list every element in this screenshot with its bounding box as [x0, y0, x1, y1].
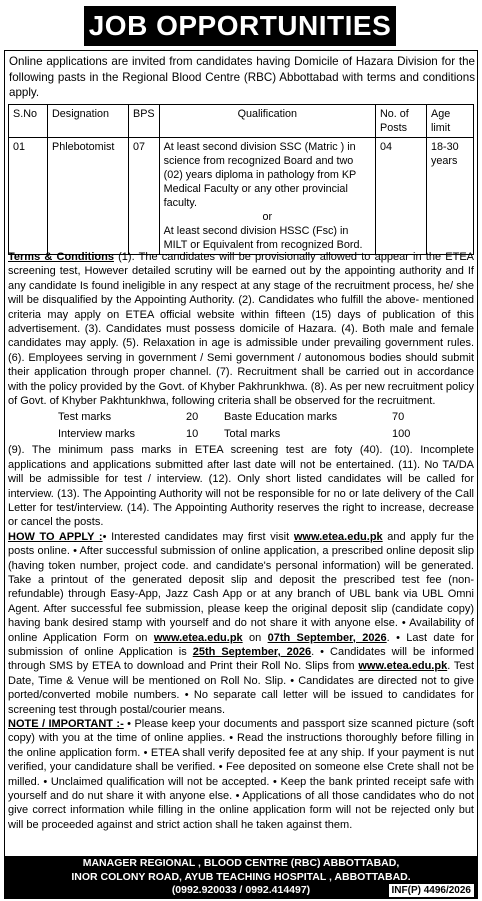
footer-phone: (0992.920033 / 0992.414497) — [171, 884, 311, 896]
footer-line: MANAGER REGIONAL , BLOOD CENTRE (RBC) ABBOTTABAD, — [82, 857, 400, 869]
table-row — [9, 138, 474, 255]
header-posts: No. of Posts — [376, 105, 427, 138]
note-text: • Please keep your documents and passport size scanned picture (soft copy) with you at the time of online applies. • Read the instructions thoroughly before filling in the online application form. • ETEA shall verify deposited fee at any ship. If your payment is nut verified, your candidature shall be verified. • Fee deposited on someone else Crete shall not be milled. • Unclaimed qualification will not be accepted. • Keep the bank printed receipt safe with yourself and do nut share it with anyone else. • Applications of all those candidates who do not give correct information while filling in the online application form will not be rejected only but will be proceeded against and strict action shall he taken against them. — [8, 718, 474, 831]
cell-qualification — [159, 138, 375, 255]
etea-website-link[interactable]: www.etea.edu.pk — [153, 631, 243, 644]
page-title: JOB OPPORTUNITIES — [84, 6, 396, 46]
marks-label: Baste Education marks — [224, 411, 338, 424]
terms-section — [8, 250, 474, 832]
marks-table — [56, 408, 418, 443]
note-paragraph — [8, 717, 474, 832]
marks-value: 70 — [392, 411, 405, 424]
table-header-row — [9, 105, 474, 138]
header-designation: Designation — [48, 105, 129, 138]
note-label: NOTE / IMPORTANT :- — [8, 718, 124, 730]
availability-date: 07th September, 2026 — [267, 631, 387, 644]
intro-text: Online applications are invited from candidates having Domicile of Hazara Division for the following pasts in the Regional Blood Centre (RBC) Abbottabad with terms and conditions apply. — [9, 55, 475, 99]
qualification-or: or — [262, 211, 273, 223]
reference-number: INF(P) 4496/2026 — [389, 884, 475, 898]
terms-label: Terms & Conditions — [8, 251, 114, 263]
header-qualification: Qualification — [159, 105, 375, 138]
footer-contact — [4, 856, 478, 899]
how-to-apply-text: . Test Date, Time & Venue will be mentioned on Roll No. Slip. • Candidates are directed not to give ported/converted mobile numbers. • No separate call letter will be issued to candidates for screening test through postal/courier means. — [8, 660, 474, 716]
etea-website-link[interactable]: www.etea.edu.pk — [293, 530, 383, 543]
marks-row — [58, 410, 416, 424]
header-age: Age limit — [427, 105, 474, 138]
how-to-apply-text: . • Candidates will be informed through SMS by ETEA to download and Print their Roll No. Slips from — [8, 645, 474, 673]
cell-age: 18-30 years — [427, 138, 474, 255]
marks-value: 20 — [186, 411, 199, 424]
cell-posts: 04 — [376, 138, 427, 255]
header-sno: S.No — [9, 105, 48, 138]
jobs-table — [8, 104, 474, 255]
terms-paragraph — [8, 250, 474, 408]
how-to-apply-text: . • Last date for submission of online Application is — [8, 631, 474, 658]
etea-website-link[interactable]: www.etea.edu.pk — [358, 660, 448, 673]
terms-continued: (9). The minimum pass marks in ETEA screening test are foty (40). (10). Incomplete applications and applications submitted after last date will not be entertained. (11). No TA/DA will be admissible for test / interview. (12). Only short listed candidates will be called for interview. (13). The Appointing Authority will not be responsible for no or late delivery of the Call Letter for test/interview. (14). The Appointing Authority reserves the right to increase, decrease or cancel the posts. — [8, 444, 474, 529]
how-to-apply-text: • Interested candidates may first visit — [102, 530, 294, 543]
marks-label: Interview marks — [58, 427, 136, 440]
qualification-option-2: At least second division HSSC (Fsc) in MILT or Equivalent from recognized Bord. — [163, 225, 363, 251]
cell-designation: Phlebotomist — [48, 138, 129, 255]
how-to-apply-text: and apply fur the posts online. • After successful submission of online application, a prescribed online deposit slip (having token number, project code. and candidate's personal information) will be generated. Take a printout of the generated deposit slip and deposit the prescribed test fee (non-refundable) through Easy-App, Jazz Cash App or at any branch of UBL bank via UBL Omni Agent. After successful fee submission, please keep the original deposit slip (candidate copy) having bank desired stamp with yourself and do not share it with anyone else. • Availability of online Application Form on — [8, 530, 474, 644]
how-to-apply-text: on — [242, 631, 268, 644]
cell-sno: 01 — [9, 138, 48, 255]
footer-line: INOR COLONY ROAD, AYUB TEACHING HOSPITAL , ABBOTTABAD. — [71, 870, 411, 883]
qualification-option-1: At least second division SSC (Matric ) in science from recognized Board and two (02) years diploma in pathology from KP Medical Faculty or any other provincial faculty. — [163, 141, 357, 209]
how-to-apply-label: HOW TO APPLY : — [8, 530, 103, 543]
marks-label: Total marks — [224, 427, 281, 440]
marks-value: 100 — [392, 427, 411, 440]
marks-value: 10 — [186, 427, 199, 440]
marks-label: Test marks — [58, 411, 112, 424]
marks-row — [58, 427, 416, 441]
last-date: 25th September, 2026 — [192, 645, 312, 658]
how-to-apply-paragraph — [8, 530, 474, 717]
terms-text: (1). The candidates will be provisionally allowed to appear in the ETEA screening test, However detailed scrutiny will be earned out by the appointing authority and If any candidate Is found ineligible in any respect at any stage of the recruitment process, he/ she will be disqualified by the Appointing Authority. (2). Candidates who fulfill the above- mentioned criteria may apply on ETEA official website within fifteen (15) days of publication of this advertisement. (3). Candidates must possess domicile of Hazara. (4). Both male and female candidates may apply. (5). Relaxation in age is admissible under prevailing government rules.(6). Employees serving in government / Semi government / autonomous bodies should submit their application through proper channel. (7). Recruitment shall be carried out in accordance with the policy provided by the Govt. of Khyber Pakhrunkhwa. (8). As per new recruitment policy of Govt. of Khyber Pakhtunkhwa, following criteria shall be observed for the recruitment. — [8, 251, 474, 408]
header-bps: BPS — [129, 105, 160, 138]
cell-bps: 07 — [129, 138, 160, 255]
